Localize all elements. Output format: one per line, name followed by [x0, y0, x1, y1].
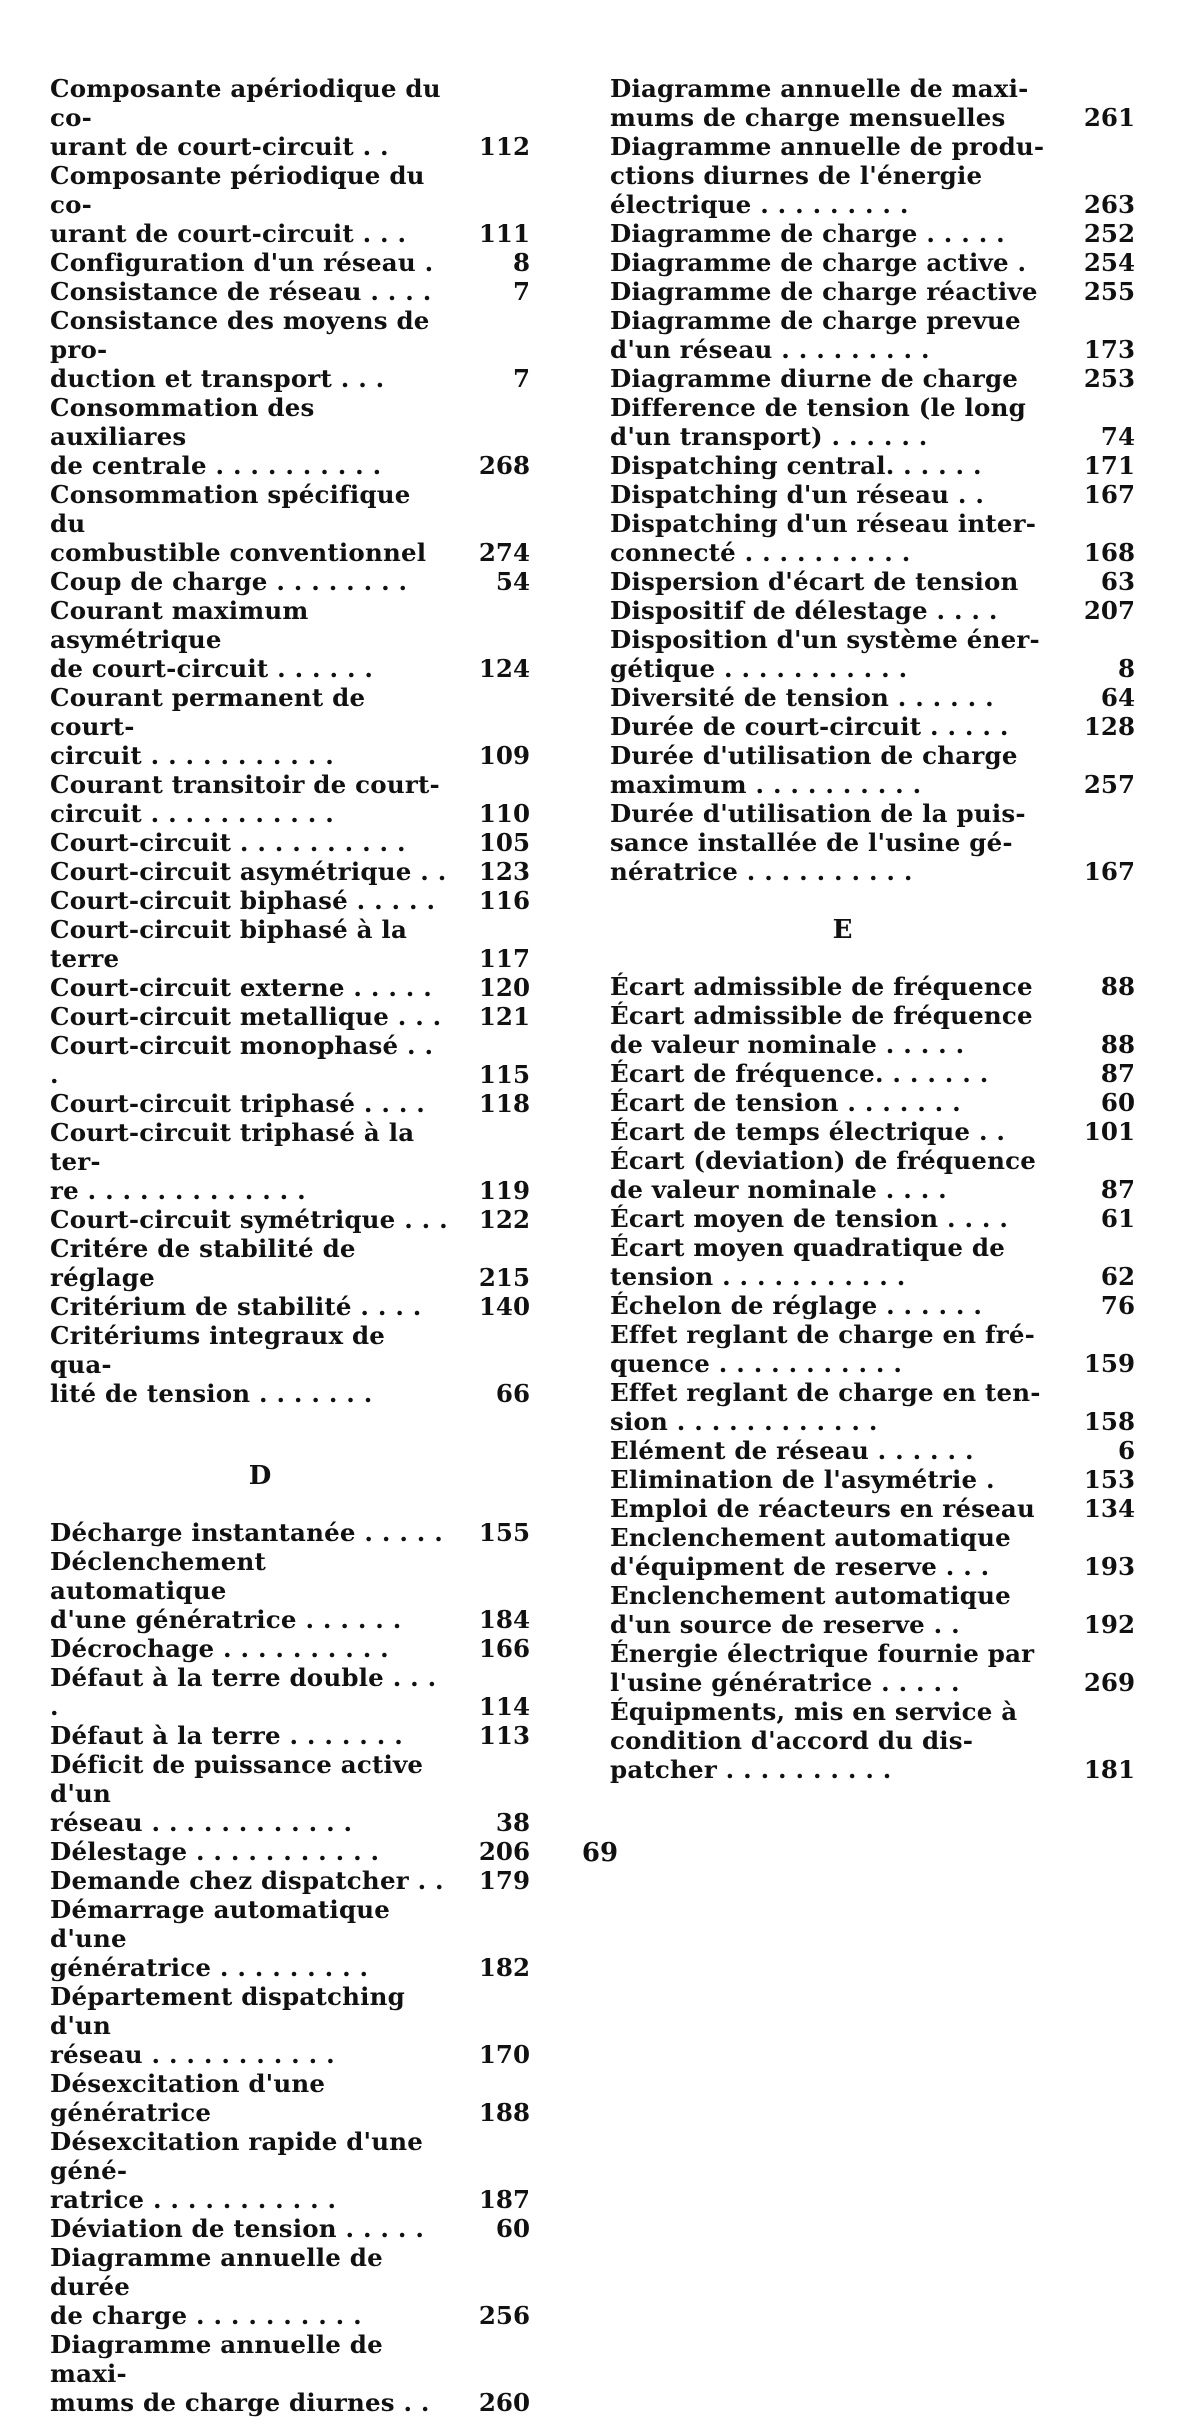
index-entry-page: 188 — [478, 2098, 530, 2127]
index-entry-page: 193 — [1083, 1552, 1135, 1581]
index-entry-term: Configuration d'un réseau . — [50, 248, 434, 277]
index-entry-term: Court-circuit monophasé . . . — [50, 1031, 434, 1089]
index-entry-page: 124 — [478, 654, 530, 683]
index-entry-page: 60 — [495, 2214, 530, 2243]
index-entry-term: Écart admissible de fréquence — [610, 972, 1033, 1001]
index-entry-term: Critériums integraux de qua- lité de tension . . . . . . . — [50, 1321, 386, 1408]
index-entry — [50, 1518, 530, 1547]
index-entry-page: 109 — [478, 741, 530, 770]
index-entry-term: Coup de charge . . . . . . . . — [50, 567, 408, 596]
index-entry-term: Déviation de tension . . . . . — [50, 2214, 425, 2243]
index-entry — [610, 393, 1135, 451]
index-entry-page: 7 — [512, 277, 530, 306]
index-entry-term: Défaut à la terre double . . . . — [50, 1663, 437, 1721]
index-entry-page: 260 — [478, 2388, 530, 2417]
index-entry — [50, 1031, 530, 1089]
index-entry-term: Décrochage . . . . . . . . . . — [50, 1634, 389, 1663]
index-entry-page: 159 — [1083, 1349, 1135, 1378]
index-entry — [610, 683, 1135, 712]
index-entry-term: Dispersion d'écart de tension — [610, 567, 1019, 596]
entries-e-list — [610, 972, 1135, 1784]
index-entry — [610, 567, 1135, 596]
index-entry — [50, 1634, 530, 1663]
index-entry — [50, 1982, 530, 2069]
index-entry-page: 187 — [478, 2185, 530, 2214]
index-entry-page: 207 — [1083, 596, 1135, 625]
index-entry — [610, 248, 1135, 277]
index-entry-page: 6 — [1117, 1436, 1135, 1465]
index-entry — [50, 683, 530, 770]
index-entry-term: Court-circuit biphasé à la terre — [50, 915, 408, 973]
index-entry — [50, 1663, 530, 1721]
index-entry-page: 87 — [1100, 1175, 1135, 1204]
index-entry-term: Écart moyen quadratique de tension . . . . . . . . . . . — [610, 1233, 1005, 1291]
index-entry — [610, 364, 1135, 393]
index-entry-page: 170 — [478, 2040, 530, 2069]
index-entry — [610, 1233, 1135, 1291]
index-entry-page: 61 — [1100, 1204, 1135, 1233]
index-entry-term: Consommation des auxiliares de centrale . . . . . . . . . . — [50, 393, 382, 480]
index-entry-term: Enclenchement automatique d'équipment de reserve . . . — [610, 1523, 1011, 1581]
index-entry-page: 66 — [495, 1379, 530, 1408]
index-entry — [50, 2214, 530, 2243]
section-letter-e: E — [832, 915, 853, 945]
index-entry — [610, 1204, 1135, 1233]
page-number: 69 — [581, 1838, 619, 1868]
index-entry-page: 274 — [478, 538, 530, 567]
index-entry — [50, 1866, 530, 1895]
index-entry-term: Écart (deviation) de fréquence de valeur nominale . . . . — [610, 1146, 1036, 1204]
index-entry-term: Diversité de tension . . . . . . — [610, 683, 994, 712]
index-entry-page: 134 — [1083, 1494, 1135, 1523]
index-entry-page: 140 — [478, 1292, 530, 1321]
index-entry-term: Dispatching d'un réseau . . — [610, 480, 985, 509]
index-entry — [610, 1581, 1135, 1639]
index-entry-term: Courant permanent de court- circuit . . . . . . . . . . . — [50, 683, 366, 770]
index-entry — [610, 712, 1135, 741]
index-entry-page: 62 — [1100, 1262, 1135, 1291]
index-entry-page: 88 — [1100, 1030, 1135, 1059]
index-entry-term: Défaut à la terre . . . . . . . — [50, 1721, 403, 1750]
index-entry — [50, 1750, 530, 1837]
index-entry-page: 111 — [478, 219, 530, 248]
index-entry-term: Court-circuit externe . . . . . — [50, 973, 432, 1002]
index-entry-term: Elimination de l'asymétrie . — [610, 1465, 995, 1494]
index-entry-term: Consommation spécifique du combustible conventionnel — [50, 480, 427, 567]
index-entry — [50, 886, 530, 915]
index-entry-term: Composante apériodique du co- urant de court-circuit . . — [50, 74, 441, 161]
index-entry-term: Enclenchement automatique d'un source de reserve . . — [610, 1581, 1011, 1639]
index-entry-term: Diagramme annuelle de maxi- mums de charge diurnes . . — [50, 2330, 430, 2417]
index-entry-page: 263 — [1083, 190, 1135, 219]
index-entry-page: 38 — [495, 1808, 530, 1837]
index-entry — [610, 1378, 1135, 1436]
index-entry-term: Démarrage automatique d'une génératrice . . . . . . . . . — [50, 1895, 391, 1982]
index-entry-term: Consistance des moyens de pro- duction et transport . . . — [50, 306, 430, 393]
index-entry-term: Écart de temps électrique . . — [610, 1117, 1006, 1146]
index-entry-term: Diagramme diurne de charge — [610, 364, 1019, 393]
index-entry — [610, 219, 1135, 248]
index-entry — [610, 625, 1135, 683]
index-entry-term: Disposition d'un système éner- gétique . . . . . . . . . . . — [610, 625, 1040, 683]
index-entry — [50, 1292, 530, 1321]
index-entry — [50, 2243, 530, 2330]
index-entry-page: 101 — [1083, 1117, 1135, 1146]
index-entry-page: 179 — [478, 1866, 530, 1895]
index-entry-page: 257 — [1083, 770, 1135, 799]
index-entry — [610, 132, 1135, 219]
index-entry-term: Durée d'utilisation de charge maximum . . . . . . . . . . — [610, 741, 1018, 799]
index-entry-term: Court-circuit symétrique . . . — [50, 1205, 448, 1234]
index-entry — [610, 306, 1135, 364]
index-entry-page: 122 — [478, 1205, 530, 1234]
index-entry — [50, 973, 530, 1002]
index-entry-term: Court-circuit asymétrique . . — [50, 857, 447, 886]
index-entry-term: Consistance de réseau . . . . — [50, 277, 432, 306]
index-entry — [50, 1118, 530, 1205]
index-entry-page: 167 — [1083, 857, 1135, 886]
index-entry-page: 184 — [478, 1605, 530, 1634]
index-entry — [610, 1059, 1135, 1088]
index-entry-term: Écart de tension . . . . . . . — [610, 1088, 961, 1117]
index-entry-page: 110 — [478, 799, 530, 828]
index-entry-term: Demande chez dispatcher . . — [50, 1866, 444, 1895]
index-entry — [610, 1465, 1135, 1494]
index-entry-page: 269 — [1083, 1668, 1135, 1697]
index-entry — [50, 393, 530, 480]
index-entry-term: Désexcitation d'une génératrice — [50, 2069, 326, 2127]
index-entry-term: Courant transitoir de court- circuit . . . . . . . . . . . — [50, 770, 440, 828]
index-entry — [610, 1146, 1135, 1204]
index-entry-page: 252 — [1083, 219, 1135, 248]
index-entry-term: Énergie électrique fournie par l'usine génératrice . . . . . — [610, 1639, 1035, 1697]
index-entry-term: Diagramme de charge prevue d'un réseau . . . . . . . . . — [610, 306, 1021, 364]
index-entry — [50, 1547, 530, 1634]
index-entry — [50, 770, 530, 828]
index-entry — [50, 480, 530, 567]
index-entry — [50, 1234, 530, 1292]
index-entry-page: 8 — [512, 248, 530, 277]
index-entry-page: 206 — [478, 1837, 530, 1866]
index-entry-page: 255 — [1083, 277, 1135, 306]
index-entry — [610, 1494, 1135, 1523]
index-entry-page: 121 — [478, 1002, 530, 1031]
index-entry-term: Désexcitation rapide d'une géné- ratrice . . . . . . . . . . . — [50, 2127, 424, 2214]
index-entry-page: 168 — [1083, 538, 1135, 567]
entries-c-list — [50, 74, 530, 1408]
index-entry — [50, 1205, 530, 1234]
index-entry-page: 182 — [478, 1953, 530, 1982]
index-entry — [50, 277, 530, 306]
index-entry-page: 113 — [478, 1721, 530, 1750]
index-entry — [50, 1321, 530, 1408]
index-entry — [50, 1721, 530, 1750]
index-entry-page: 60 — [1100, 1088, 1135, 1117]
index-entry-term: Écart moyen de tension . . . . — [610, 1204, 1009, 1233]
index-entry-term: Court-circuit triphasé à la ter- re . . . . . . . . . . . . . — [50, 1118, 415, 1205]
index-entry-term: Décharge instantanée . . . . . — [50, 1518, 443, 1547]
index-entry — [610, 74, 1135, 132]
index-entry — [610, 1436, 1135, 1465]
index-entry — [610, 509, 1135, 567]
index-entry — [610, 1291, 1135, 1320]
index-entry-page: 114 — [478, 1692, 530, 1721]
index-entry — [50, 1895, 530, 1982]
index-entry-term: Déclenchement automatique d'une génératrice . . . . . . — [50, 1547, 402, 1634]
index-entry-page: 105 — [478, 828, 530, 857]
index-entry-term: Court-circuit biphasé . . . . . — [50, 886, 436, 915]
index-entry — [50, 2330, 530, 2417]
index-entry-term: Courant maximum asymétrique de court-circuit . . . . . . — [50, 596, 374, 683]
index-entry-term: Durée d'utilisation de la puis- sance installée de l'usine gé- nératrice . . . . . . . . . . — [610, 799, 1026, 886]
index-entry — [610, 596, 1135, 625]
index-entry — [610, 480, 1135, 509]
index-entry — [610, 799, 1135, 886]
index-entry — [610, 277, 1135, 306]
index-entry — [50, 828, 530, 857]
index-entry — [610, 1523, 1135, 1581]
index-entry — [610, 451, 1135, 480]
index-entry — [610, 741, 1135, 799]
index-entry-page: 88 — [1100, 972, 1135, 1001]
index-entry-term: Diagramme de charge réactive — [610, 277, 1038, 306]
index-entry-term: Délestage . . . . . . . . . . . — [50, 1837, 380, 1866]
index-entry — [50, 915, 530, 973]
index-entry — [610, 1697, 1135, 1784]
entries-d-list — [50, 1518, 530, 2417]
index-entry-term: Diagramme annuelle de produ- ctions diurnes de l'énergie électrique . . . . . . . . . — [610, 132, 1045, 219]
index-entry — [50, 857, 530, 886]
index-entry — [50, 2069, 530, 2127]
index-entry — [50, 1089, 530, 1118]
index-entry — [610, 1639, 1135, 1697]
index-entry-term: Diagramme annuelle de durée de charge . . . . . . . . . . — [50, 2243, 383, 2330]
index-entry-page: 215 — [478, 1263, 530, 1292]
index-entry-page: 117 — [478, 944, 530, 973]
index-entry-page: 181 — [1083, 1755, 1135, 1784]
index-entry-page: 64 — [1100, 683, 1135, 712]
index-entry-term: Court-circuit metallique . . . — [50, 1002, 442, 1031]
index-entry-term: Critérium de stabilité . . . . — [50, 1292, 422, 1321]
index-entry-term: Diagramme de charge . . . . . — [610, 219, 1005, 248]
index-entry-term: Emploi de réacteurs en réseau — [610, 1494, 1035, 1523]
index-entry-page: 192 — [1083, 1610, 1135, 1639]
index-entry — [50, 161, 530, 248]
index-entry — [610, 1117, 1135, 1146]
index-entry-page: 268 — [478, 451, 530, 480]
index-entry-page: 74 — [1100, 422, 1135, 451]
index-entry-page: 153 — [1083, 1465, 1135, 1494]
index-entry-page: 54 — [495, 567, 530, 596]
index-entry-page: 115 — [478, 1060, 530, 1089]
index-entry-page: 112 — [478, 132, 530, 161]
index-entry — [610, 1088, 1135, 1117]
index-entry-page: 158 — [1083, 1407, 1135, 1436]
index-entry-page: 123 — [478, 857, 530, 886]
index-entry-page: 173 — [1083, 335, 1135, 364]
index-entry-page: 87 — [1100, 1059, 1135, 1088]
index-entry-page: 256 — [478, 2301, 530, 2330]
index-entry — [50, 567, 530, 596]
index-entry-term: Effet reglant de charge en fré- quence . . . . . . . . . . . — [610, 1320, 1035, 1378]
index-entry-term: Diagramme annuelle de maxi- mums de charge mensuelles — [610, 74, 1029, 132]
index-entry-page: 63 — [1100, 567, 1135, 596]
entries-d-continued-list — [610, 74, 1135, 886]
index-entry — [50, 1002, 530, 1031]
index-entry-page: 155 — [478, 1518, 530, 1547]
index-entry-page: 8 — [1117, 654, 1135, 683]
index-entry-page: 7 — [512, 364, 530, 393]
index-entry-page: 167 — [1083, 480, 1135, 509]
index-entry-page: 253 — [1083, 364, 1135, 393]
index-entry — [50, 2127, 530, 2214]
index-entry-term: Déficit de puissance active d'un réseau . . . . . . . . . . . . — [50, 1750, 424, 1837]
index-entry — [50, 596, 530, 683]
index-entry-term: Difference de tension (le long d'un transport) . . . . . . — [610, 393, 1026, 451]
index-entry-page: 261 — [1083, 103, 1135, 132]
index-entry-term: Dispatching d'un réseau inter- connecté . . . . . . . . . . — [610, 509, 1037, 567]
right-column — [610, 74, 1135, 1784]
index-entry-page: 128 — [1083, 712, 1135, 741]
index-entry — [50, 306, 530, 393]
index-entry-term: Composante périodique du co- urant de court-circuit . . . — [50, 161, 425, 248]
index-entry-term: Écart de fréquence. . . . . . . — [610, 1059, 989, 1088]
index-entry-term: Durée de court-circuit . . . . . — [610, 712, 1009, 741]
index-entry-term: Elément de réseau . . . . . . — [610, 1436, 974, 1465]
index-entry-page: 166 — [478, 1634, 530, 1663]
index-entry-page: 120 — [478, 973, 530, 1002]
index-entry-page: 118 — [478, 1089, 530, 1118]
index-entry-term: Échelon de réglage . . . . . . — [610, 1291, 983, 1320]
index-entry-page: 119 — [478, 1176, 530, 1205]
index-entry-term: Écart admissible de fréquence de valeur nominale . . . . . — [610, 1001, 1033, 1059]
index-entry — [50, 248, 530, 277]
index-entry-page: 171 — [1083, 451, 1135, 480]
index-entry-term: Dispositif de délestage . . . . — [610, 596, 998, 625]
index-entry — [610, 972, 1135, 1001]
index-entry-term: Court-circuit triphasé . . . . — [50, 1089, 426, 1118]
index-entry-term: Équipments, mis en service à condition d'accord du dis- patcher . . . . . . . . . . — [610, 1697, 1018, 1784]
index-entry-term: Diagramme de charge active . — [610, 248, 1027, 277]
index-entry-term: Effet reglant de charge en ten- sion . . . . . . . . . . . . — [610, 1378, 1041, 1436]
index-entry — [610, 1320, 1135, 1378]
index-entry-page: 116 — [478, 886, 530, 915]
index-entry-term: Département dispatching d'un réseau . . . . . . . . . . . — [50, 1982, 405, 2069]
index-entry-term: Court-circuit . . . . . . . . . . — [50, 828, 406, 857]
index-entry — [610, 1001, 1135, 1059]
left-column — [50, 74, 530, 2417]
index-entry-page: 254 — [1083, 248, 1135, 277]
index-entry-term: Dispatching central. . . . . . — [610, 451, 982, 480]
index-entry-term: Critére de stabilité de réglage — [50, 1234, 356, 1292]
index-entry — [50, 74, 530, 161]
section-letter-d: D — [248, 1461, 272, 1491]
index-entry-page: 76 — [1100, 1291, 1135, 1320]
